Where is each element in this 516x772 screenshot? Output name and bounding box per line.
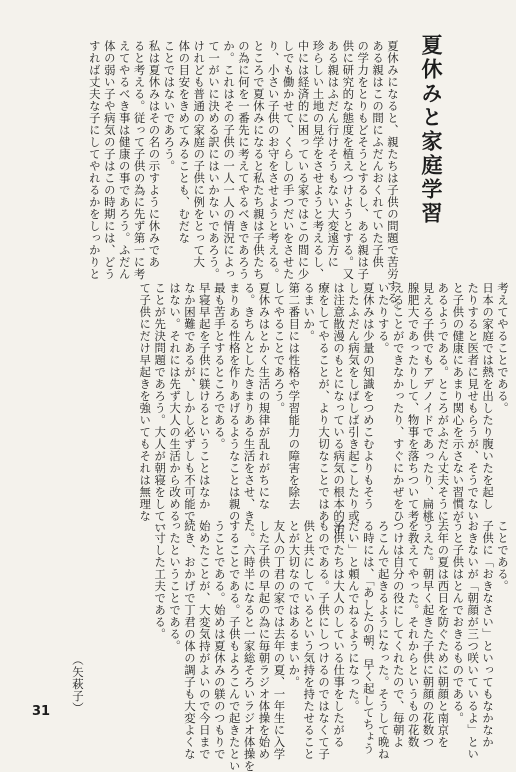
text-column: はない。それには先ず大人の生活から改める (168, 282, 183, 522)
text-column: の学力をとりもどそうとするし、ある親は子 (356, 40, 371, 280)
text-column: 供と共にしているという気持を持たせること (302, 520, 317, 760)
text-column: るまいか。 (302, 282, 317, 342)
text-column: 最も苦手とするところである。 (212, 282, 227, 450)
text-column: ると考える。従って子供の為に先ず第一に考 (132, 40, 147, 280)
text-column: ことである。 (496, 520, 510, 592)
text-column: おきないが「朝顔が三つ咲いているよ」とい (466, 520, 481, 760)
text-column: 体の目安をきめてみることも、むだな (177, 40, 192, 244)
middle-text-block (137, 282, 510, 534)
text-column: ことではないであろう。 (162, 40, 177, 172)
text-column: 子供たちは大人のしている仕事をしたがる (332, 520, 347, 748)
text-column: 夏休みは少量の知識をつめこむよりもそう (361, 282, 376, 510)
text-column: することである。子供もよろこんで起きたとい (227, 520, 242, 772)
text-column: 友人の丁君の家では去年の夏、一年生に入学 (272, 520, 287, 760)
text-column: したふだん病気をしばしば引き起こしたり或 (346, 282, 361, 522)
page-number: 31 (32, 704, 51, 719)
text-column: 早寝早起を子供に躾けるということはなか (197, 282, 212, 510)
text-column: うと子供はとんでおきるものである。 (451, 520, 466, 724)
text-column: り、小さい子供のお守をさせようと考える。 (266, 40, 281, 280)
text-column: 日本の家庭では熱を出したり腹いたを起し (481, 282, 496, 510)
text-column: か。これはその子供の一人一人の情況によっ (222, 40, 237, 280)
text-column: 去年の夏は西日を防ぐために朝顔と南京を (436, 520, 451, 748)
text-column: ある親はこの間にふだんおくれていた子供 (371, 40, 386, 268)
text-column: 一寸した工夫である。 (153, 520, 168, 640)
text-column: しでも働かせて、くらしの手つだいをさせた (281, 40, 296, 280)
text-column: たりすると医者に見せもらうが、そうでない (466, 282, 481, 522)
text-column: ある親はふだん行けそうもない大変遠方に (326, 40, 341, 268)
text-column: ろこんで起きるようになった。そうして晩ね (376, 520, 391, 760)
text-column: 療をしてやることが、より大切なことではあ (317, 282, 332, 522)
bottom-text-block (152, 520, 510, 772)
text-column: すれば丈夫な子にしてやれるかをしっかりと (87, 40, 102, 280)
text-column: とが大切なのではあるまいか。 (287, 520, 302, 688)
text-column: 続き、おかげで丁君の体の調子も大変よくな (182, 520, 197, 760)
text-column: なか困難であるが、しかし必ずしも不可能で (182, 282, 197, 522)
article-title: 夏休みと家庭学習 (419, 34, 444, 226)
text-column: いたりする。 (376, 282, 391, 354)
text-column: の為に何を一番先に考えてやるべきであろう (236, 40, 251, 280)
text-column: 腺肥大であったりして、物事を落ちついて考 (406, 282, 421, 522)
text-column: と子供の健康にあまり関心を示さない習慣が (451, 282, 466, 522)
text-column: えることができなかったり、すぐにかぜをひ (391, 282, 406, 522)
text-column: うえた。朝早く起きた子供に朝顔の花数つ (421, 520, 436, 748)
text-column: る時には、「あしたの朝、早く起してちょう (361, 520, 376, 755)
text-column: つけは自分の役にしてくれたので、毎朝よ (391, 520, 406, 748)
intro-column: 夏休みになると、親たちは子供の問題で苦労する。 (386, 40, 400, 316)
text-column: 珍らしい土地の見学をさせようと考えるし、 (311, 40, 326, 280)
text-column: は注意散漫のもとになっている病気の根本的治 (332, 282, 347, 534)
text-column: 夏休みはとかく生活の規律が乱れがちにな (257, 282, 272, 510)
text-column: けれども普通の家庭の子供に例をとって大 (192, 40, 207, 268)
text-column: た。六時半になると一家総そろいラジオ体操を (242, 520, 257, 772)
text-column: だい」と頼んでねるようになった。 (346, 520, 361, 712)
text-column: て一がいに決める訳にはいかないであろう。 (207, 40, 222, 280)
text-column: えてやるべき事は健康の事であろう。ふだん (117, 40, 132, 280)
text-column: を教えてやった。それからというもの花数 (406, 520, 421, 748)
text-column: してやることであろう。 (272, 282, 287, 414)
text-column: 子供に「おきなさい」といってもなかなか (481, 520, 496, 748)
text-column: 供に研究的な態度を植えつけようとする。又 (341, 40, 356, 280)
text-column: 私は夏休みはその名の示すように休みであ (147, 40, 162, 268)
text-column: 始めたことが、大変気持がよいので今日まで (197, 520, 212, 760)
byline: （矢萩子） (71, 654, 85, 714)
text-column: ものである。子供にしつけるのではなくて子 (317, 520, 332, 760)
text-column: 第二番目には性格や学習能力の障害を除去 (287, 282, 302, 510)
text-column: した子供の早起の為に毎朝ラジオ体操を始め (257, 520, 272, 760)
text-column: まりある性格を作りあげるようなことは親の (227, 282, 242, 522)
text-column: 中には経済的に困っている家ではこの間に少 (296, 40, 311, 280)
text-column: ったということである。 (168, 520, 183, 652)
text-column: ことが先決問題であろう。大人が朝寝をしてい (153, 282, 168, 534)
text-column: る。きちんとしたきまりある生活をさせ、き (242, 282, 257, 522)
text-column: あるようである。ところがふだん丈夫そうに (436, 282, 451, 522)
text-column: ところで夏休みになると私たち親は子供たち (251, 40, 266, 280)
text-column: 考えてやることである。 (496, 282, 510, 414)
text-column: 体の弱い子や病気の子はこの時期には、どう (102, 40, 117, 280)
text-column: て子供にだけ早起きを強いてもそれは無理な (138, 282, 153, 522)
text-column: うことである。始めは夏休みの躾のつもりで (212, 520, 227, 760)
text-column: 見える子供でもアデノイドであったり、扁桃 (421, 282, 436, 522)
